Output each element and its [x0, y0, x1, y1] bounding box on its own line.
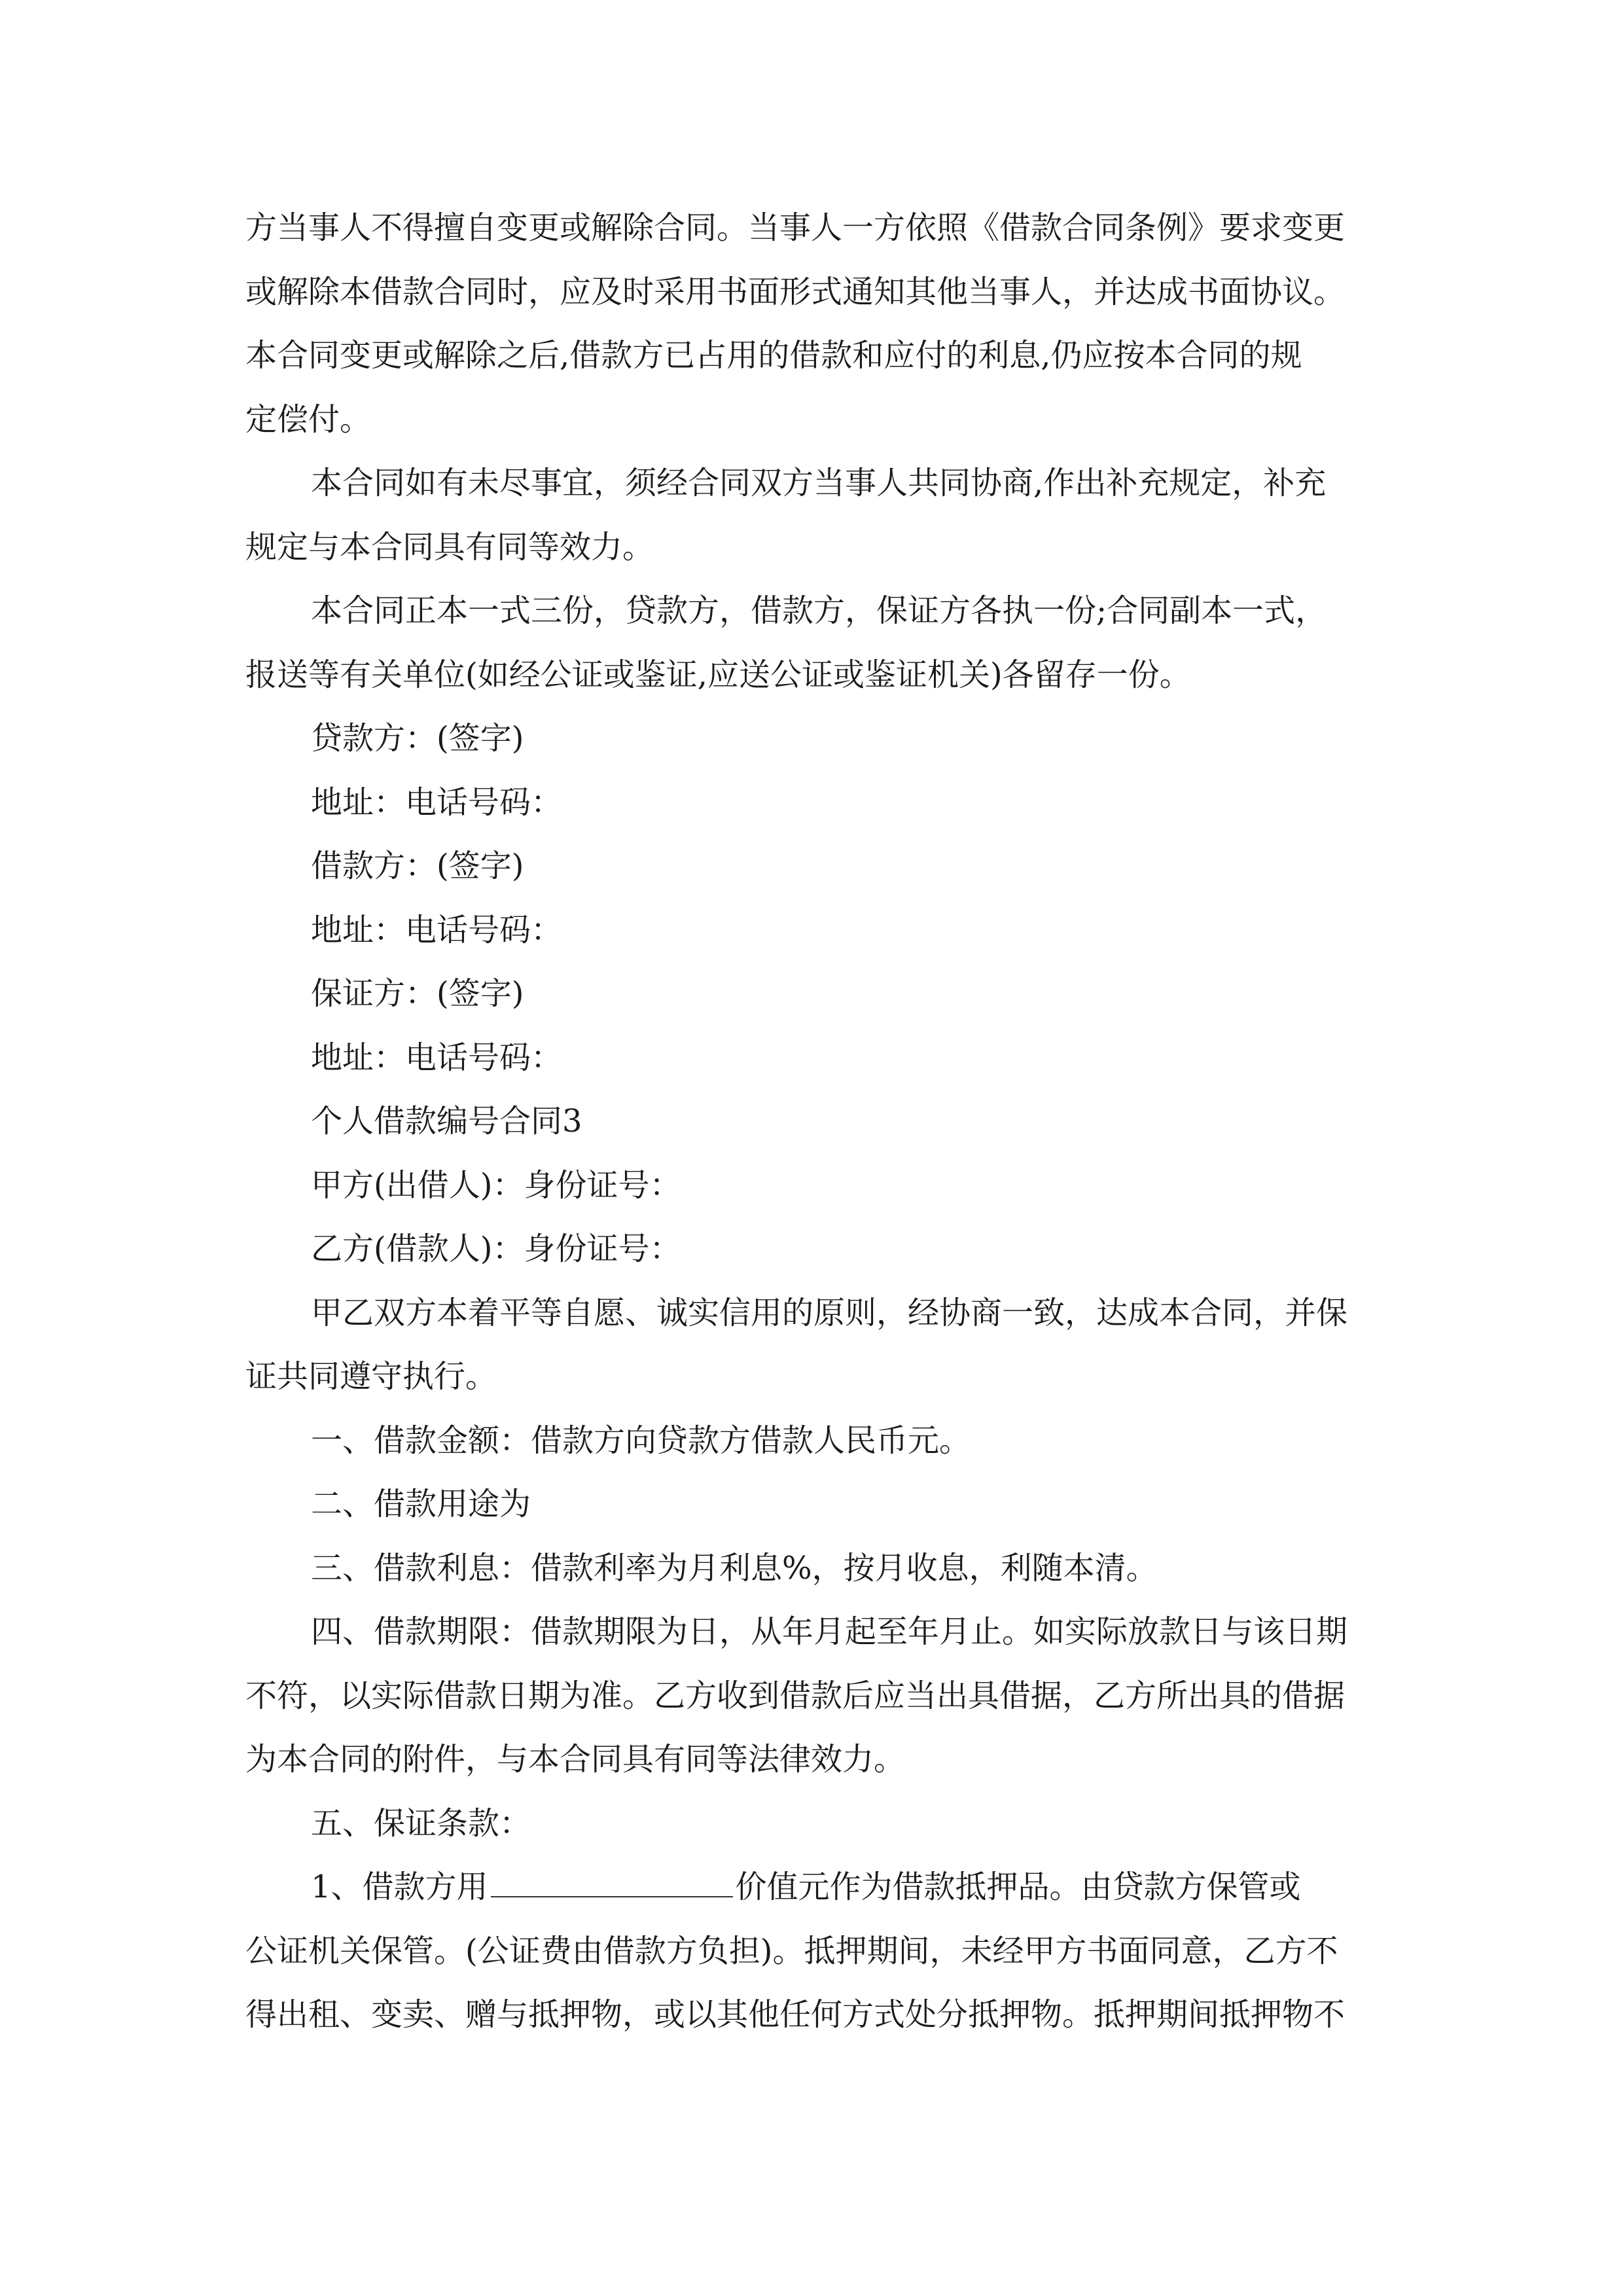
clause-guarantee-heading: 五、保证条款： [311, 1804, 531, 1842]
lender-signature-line: 贷款方：(签字) [311, 720, 524, 757]
text-line: 本合同变更或解除之后,借款方已占用的借款和应付的利息,仍应按本合同的规 [245, 337, 1302, 374]
section-heading: 个人借款编号合同3 [311, 1103, 582, 1139]
text-line: 本合同如有未尽事宜，须经合同双方当事人共同协商,作出补充规定，补充 [311, 465, 1327, 501]
party-b-line: 乙方(借款人)：身份证号： [311, 1230, 681, 1267]
lender-address-line: 地址：电话号码： [311, 783, 563, 821]
clause-collateral [245, 1856, 1381, 1920]
clause-collateral-prefix: 1、借款方用 [311, 1869, 488, 1905]
text-line: 证共同遵守执行。 [245, 1358, 497, 1395]
party-a-line: 甲方(出借人)：身份证号： [311, 1166, 681, 1204]
text-line: 规定与本合同具有同等效力。 [245, 528, 654, 565]
text-line: 不符，以实际借款日期为准。乙方收到借款后应当出具借据，乙方所出具的借据 [245, 1677, 1346, 1714]
text-line: 定偿付。 [245, 401, 372, 438]
guarantor-address-line: 地址：电话号码： [311, 1039, 563, 1076]
clause-purpose: 二、借款用途为 [311, 1486, 531, 1522]
document-body [245, 196, 1381, 2047]
fill-in-blank [491, 1870, 733, 1897]
text-line: 公证机关保管。(公证费由借款方负担)。抵押期间，未经甲方书面同意，乙方不 [245, 1932, 1338, 1969]
text-line: 为本合同的附件，与本合同具有同等法律效力。 [245, 1741, 906, 1778]
text-line: 报送等有关单位(如经公证或鉴证,应送公证或鉴证机关)各留存一份。 [245, 656, 1191, 693]
text-line: 方当事人不得擅自变更或解除合同。当事人一方依照《借款合同条例》要求变更 [245, 209, 1346, 246]
text-line: 得出租、变卖、赠与抵押物，或以其他任何方式处分抵押物。抵押期间抵押物不 [245, 1996, 1346, 2033]
clause-interest: 三、借款利息：借款利率为月利息%，按月收息，利随本清。 [311, 1549, 1158, 1587]
text-line: 本合同正本一式三份，贷款方，借款方，保证方各执一份;合同副本一式， [311, 592, 1327, 629]
borrower-signature-line: 借款方：(签字) [311, 848, 524, 884]
guarantor-signature-line: 保证方：(签字) [311, 975, 524, 1012]
text-line: 或解除本借款合同时，应及时采用书面形式通知其他当事人，并达成书面协议。 [245, 273, 1346, 310]
clause-collateral-suffix: 价值元作为借款抵押品。由贷款方保管或 [735, 1869, 1301, 1905]
text-line: 甲乙双方本着平等自愿、诚实信用的原则，经协商一致，达成本合同，并保 [311, 1294, 1348, 1331]
borrower-address-line: 地址：电话号码： [311, 911, 563, 948]
clause-amount: 一、借款金额：借款方向贷款方借款人民币元。 [311, 1422, 971, 1459]
clause-term: 四、借款期限：借款期限为日，从年月起至年月止。如实际放款日与该日期 [311, 1613, 1348, 1650]
